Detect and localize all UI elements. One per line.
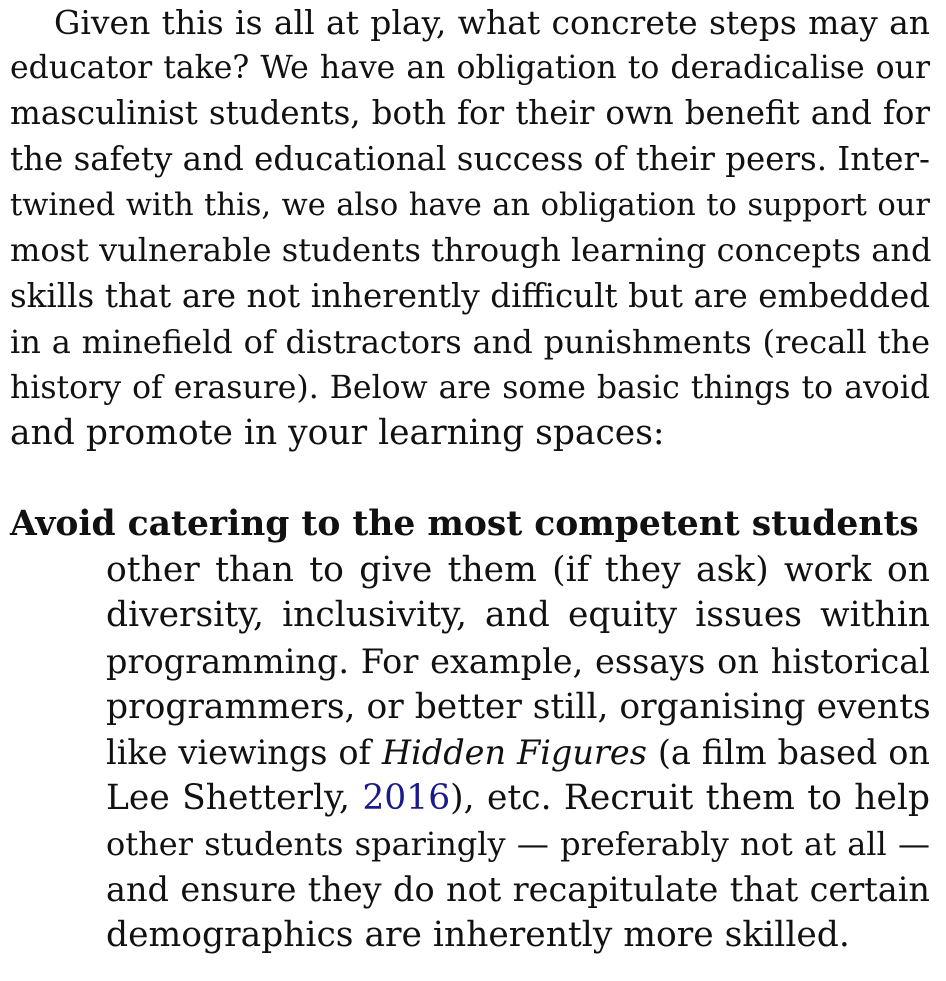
item-text: Lee Shetterly, <box>106 778 350 818</box>
paragraph-line: educator take? We have an obligation to deradicalise our <box>10 49 930 86</box>
item-line: diversity, inclusivity, and equity issues within <box>106 595 930 636</box>
item-line: and ensure they do not recapitulate that certain <box>106 870 930 910</box>
paragraph-line: twined with this, we also have an obligation to support our <box>10 187 930 223</box>
paragraph-line: skills that are not inherently difficult but are embedded <box>10 277 930 316</box>
item-line: other students sparingly — preferably not at all — <box>106 824 930 863</box>
paragraph-line: and promote in your learning spaces: <box>10 413 665 454</box>
description-item <box>10 502 930 959</box>
film-title: Hidden Figures <box>381 733 647 773</box>
item-text: (a film based on <box>657 733 930 773</box>
paragraph-line: history of erasure). Below are some basic things to avoid <box>10 369 930 406</box>
item-heading: Avoid catering to the most competent students <box>10 503 919 544</box>
paragraph-line: the safety and educational success of their peers. Inter- <box>10 140 930 179</box>
paragraph-line: masculinist students, both for their own benefit and for <box>10 94 930 133</box>
paragraph-line: in a minefield of distractors and punishments (recall the <box>10 322 930 361</box>
item-line: other than to give them (if they ask) work on <box>106 549 930 590</box>
item-text: ), etc. Recruit them to help <box>450 778 931 818</box>
body-paragraph <box>10 0 930 457</box>
paragraph-line: Given this is all at play, what concrete steps may an <box>54 3 930 42</box>
item-line: demographics are inherently more skilled. <box>106 915 850 956</box>
item-body <box>106 548 930 959</box>
document-page <box>10 0 930 959</box>
paragraph-line: most vulnerable students through learning concepts and <box>10 231 932 270</box>
item-line: programmers, or better still, organising events <box>106 686 931 727</box>
item-text: like viewings of <box>106 733 371 773</box>
item-line: programming. For example, essays on historical <box>106 641 930 681</box>
item-line <box>106 776 930 822</box>
item-line <box>106 730 930 776</box>
citation-link[interactable]: 2016 <box>362 778 451 818</box>
